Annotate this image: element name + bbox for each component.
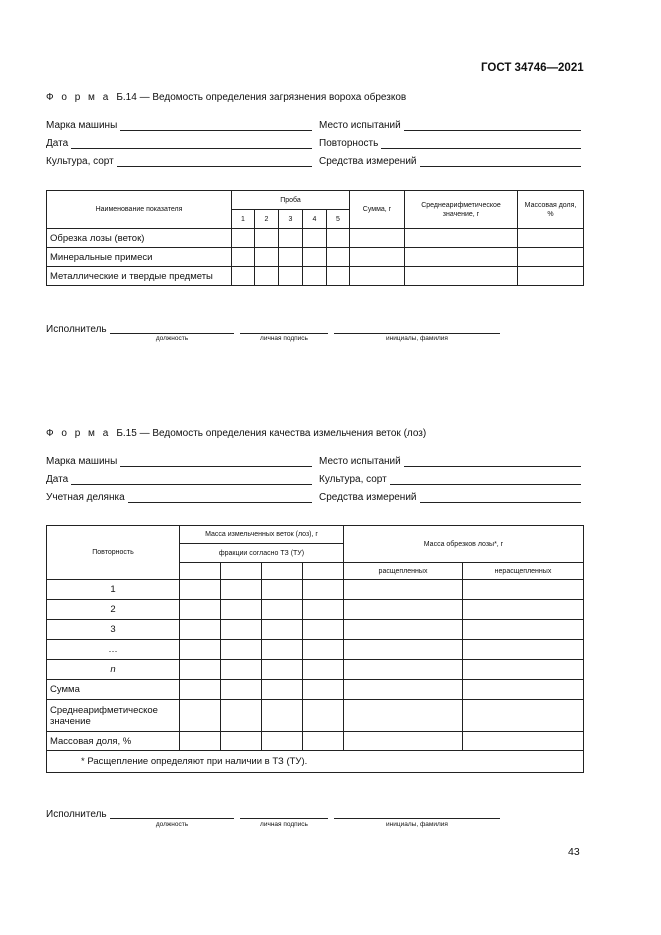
field-line (420, 157, 581, 167)
table-footnote: * Расщепление определяют при наличии в ТЗ (ТУ). (47, 751, 584, 773)
form14-field-date (46, 138, 312, 149)
form15-prefix: Ф о р м а (46, 428, 111, 439)
table-row (47, 248, 584, 267)
form15-field-test-site (319, 456, 581, 467)
signature-line-initials (334, 808, 500, 819)
row-label: Сумма (47, 680, 180, 700)
row-label: Массовая доля, % (47, 732, 180, 751)
field-line (404, 121, 581, 131)
form15-field-culture (319, 474, 581, 485)
caption-initials: инициалы, фамилия (386, 821, 448, 828)
form14-prefix: Ф о р м а (46, 92, 111, 103)
field-line (71, 475, 312, 485)
field-label: Средства измерений (319, 492, 417, 503)
row-label: Обрезка лозы (веток) (47, 229, 232, 248)
row-label: n (47, 660, 180, 680)
header-repeat: Повторность (47, 526, 180, 580)
field-line (404, 457, 581, 467)
row-label: 1 (47, 580, 180, 600)
row-label: 2 (47, 600, 180, 620)
form15-field-date (46, 474, 312, 485)
header-sum: Сумма, г (350, 191, 405, 229)
field-label: Средства измерений (319, 156, 417, 167)
signature-line-signature (240, 808, 328, 819)
field-label: Марка машины (46, 120, 118, 131)
field-line (128, 493, 312, 503)
header-avg: Среднеарифметическое значение, г (405, 191, 518, 229)
field-line (120, 121, 312, 131)
form14-field-test-site (319, 120, 581, 131)
field-label: Культура, сорт (319, 474, 387, 485)
signature-line-position (110, 323, 234, 334)
form15-field-instruments (319, 492, 581, 503)
table-row (47, 580, 584, 600)
caption-signature: личная подпись (260, 821, 308, 828)
form14-table (46, 190, 584, 286)
header-unsplit: нерасщепленных (463, 563, 584, 580)
row-label: Минеральные примеси (47, 248, 232, 267)
row-label: 3 (47, 620, 180, 640)
probe-num: 5 (327, 210, 350, 229)
field-label: Дата (46, 138, 69, 149)
row-label: Металлические и твердые предметы (47, 267, 232, 286)
header-probe: Проба (232, 191, 350, 210)
field-line (390, 475, 581, 485)
signature-line-initials (334, 323, 500, 334)
caption-position: должность (155, 335, 189, 342)
table-row (47, 600, 584, 620)
probe-num: 3 (279, 210, 303, 229)
header-mass-cut: Масса обрезков лозы*, г (344, 526, 584, 563)
table-row (47, 267, 584, 286)
field-line (117, 157, 312, 167)
form14-field-instruments (319, 156, 581, 167)
header-mass-chopped: Масса измельченных веток (лоз), г (180, 526, 344, 544)
caption-initials: инициалы, фамилия (386, 335, 448, 342)
table-row (47, 700, 584, 732)
field-label: Место испытаний (319, 456, 401, 467)
field-label: Место испытаний (319, 120, 401, 131)
table-row (47, 660, 584, 680)
field-label: Дата (46, 474, 69, 485)
form15-table (46, 525, 584, 773)
form14-title-text: Б.14 — Ведомость определения загрязнения вороха обрезков (116, 92, 407, 103)
row-label: Среднеарифметическое значение (47, 700, 180, 732)
form15-field-plot (46, 492, 312, 503)
form15-title-text: Б.15 — Ведомость определения качества измельчения веток (лоз) (116, 428, 427, 439)
probe-num: 2 (255, 210, 279, 229)
form14-field-machine (46, 120, 312, 131)
form14-signature-label: Исполнитель (46, 324, 107, 335)
caption-signature: личная подпись (260, 335, 308, 342)
table-row (47, 732, 584, 751)
table-row (47, 680, 584, 700)
header-name: Наименование показателя (47, 191, 232, 229)
field-label: Марка машины (46, 456, 118, 467)
table-row (47, 620, 584, 640)
field-line (381, 139, 581, 149)
header-mass: Массовая доля, % (518, 191, 584, 229)
table-row (47, 640, 584, 660)
field-line (71, 139, 312, 149)
standard-number: ГОСТ 34746—2021 (481, 62, 584, 74)
table-row (47, 229, 584, 248)
form14-field-culture (46, 156, 312, 167)
signature-line-signature (240, 323, 328, 334)
header-split: расщепленных (344, 563, 463, 580)
header-fractions: фракции согласно ТЗ (ТУ) (180, 544, 344, 563)
caption-position: должность (155, 821, 189, 828)
form15-title (46, 428, 426, 439)
probe-num: 1 (232, 210, 255, 229)
field-line (420, 493, 581, 503)
form15-field-machine (46, 456, 312, 467)
form14-field-repeat (319, 138, 581, 149)
form15-signature-label: Исполнитель (46, 809, 107, 820)
probe-num: 4 (303, 210, 327, 229)
page-number: 43 (568, 846, 580, 858)
field-line (120, 457, 312, 467)
field-label: Повторность (319, 138, 379, 149)
field-label: Культура, сорт (46, 156, 114, 167)
field-label: Учетная делянка (46, 492, 125, 503)
signature-line-position (110, 808, 234, 819)
form14-title (46, 92, 406, 103)
row-label: … (47, 640, 180, 660)
